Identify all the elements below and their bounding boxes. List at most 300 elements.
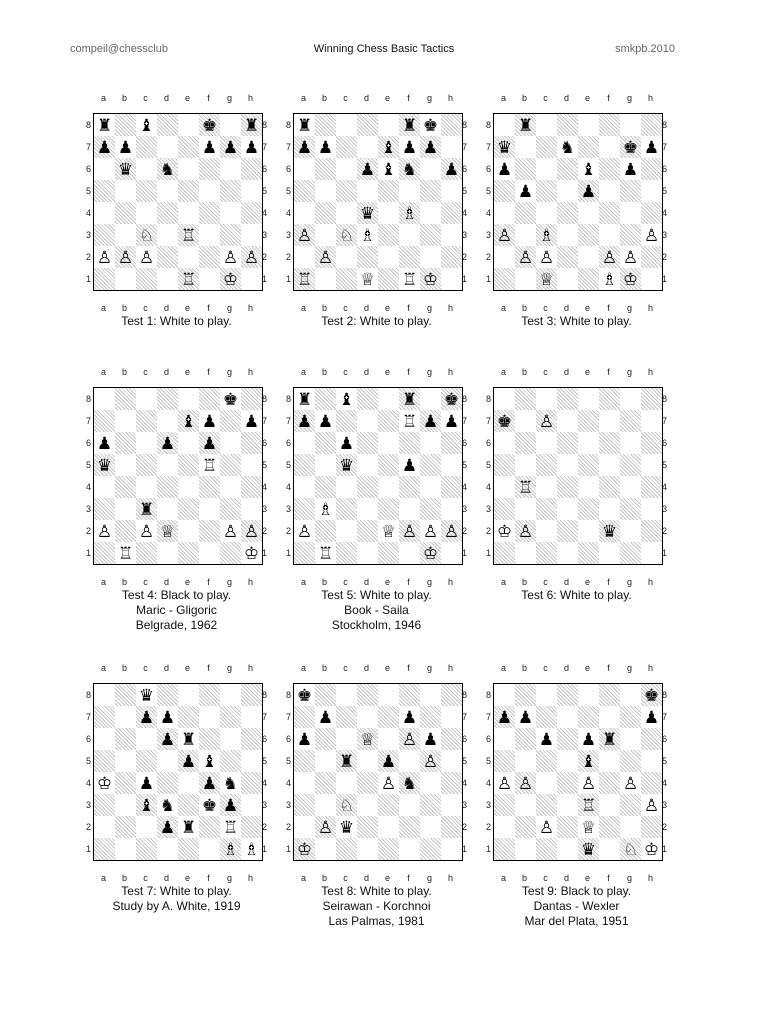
square-g7	[620, 136, 641, 158]
file-label: c	[543, 93, 548, 103]
square-f3	[599, 498, 620, 520]
square-d7	[357, 410, 378, 432]
square-a3	[94, 224, 115, 246]
square-a2	[294, 816, 315, 838]
square-f6	[199, 432, 220, 454]
square-c5	[536, 750, 557, 772]
chess-diagram-6	[484, 367, 669, 589]
white-rook-icon: ♖	[222, 817, 239, 837]
file-labels-bot	[484, 577, 669, 587]
square-h3	[441, 794, 462, 816]
square-b1	[515, 542, 536, 564]
black-queen-icon: ♛	[117, 159, 134, 179]
square-g2	[420, 246, 441, 268]
square-b5	[115, 750, 136, 772]
rank-label: 7	[285, 416, 291, 426]
square-b4	[515, 202, 536, 224]
rank-label: 8	[485, 690, 491, 700]
square-e2	[578, 816, 599, 838]
square-e2	[578, 520, 599, 542]
square-h5	[441, 180, 462, 202]
black-rook-icon: ♜	[401, 115, 418, 135]
square-a5	[94, 454, 115, 476]
square-e4	[378, 476, 399, 498]
black-pawn-icon: ♟	[622, 159, 639, 179]
file-label: g	[626, 93, 632, 103]
rank-label: 3	[261, 230, 267, 240]
square-d6	[157, 728, 178, 750]
rank-label: 5	[85, 756, 91, 766]
square-f8	[599, 388, 620, 410]
square-a6	[494, 728, 515, 750]
square-h4	[641, 476, 662, 498]
rank-label: 4	[261, 482, 267, 492]
square-a1	[94, 542, 115, 564]
square-e5	[578, 454, 599, 476]
rank-label: 6	[461, 164, 467, 174]
white-rook-icon: ♖	[180, 269, 197, 289]
file-label: g	[626, 663, 632, 673]
square-d2	[557, 816, 578, 838]
white-queen-icon: ♕	[580, 817, 597, 837]
square-f8	[199, 684, 220, 706]
square-d3	[157, 498, 178, 520]
black-pawn-icon: ♟	[538, 729, 555, 749]
square-b4	[315, 476, 336, 498]
rank-label: 5	[661, 460, 667, 470]
square-e8	[578, 114, 599, 136]
square-b2	[515, 246, 536, 268]
square-h2	[641, 816, 662, 838]
rank-label: 1	[461, 844, 467, 854]
square-g3	[220, 794, 241, 816]
square-e4	[578, 772, 599, 794]
diagram-caption-7	[74, 884, 279, 914]
square-h4	[441, 476, 462, 498]
square-d4	[157, 476, 178, 498]
black-pawn-icon: ♟	[222, 137, 239, 157]
square-g5	[420, 750, 441, 772]
square-g1	[220, 268, 241, 290]
file-labels-top	[484, 663, 669, 673]
rank-label: 5	[461, 186, 467, 196]
square-c4	[336, 772, 357, 794]
rank-label: 2	[661, 822, 667, 832]
square-h6	[441, 158, 462, 180]
file-label: c	[343, 873, 348, 883]
square-g3	[420, 794, 441, 816]
square-c2	[536, 816, 557, 838]
square-f2	[599, 520, 620, 542]
black-queen-icon: ♛	[580, 839, 597, 859]
square-g8	[420, 114, 441, 136]
square-a6	[294, 158, 315, 180]
chess-diagram-4	[84, 367, 269, 589]
file-label: g	[626, 303, 632, 313]
square-c5	[136, 180, 157, 202]
rank-label: 5	[661, 756, 667, 766]
caption-line: Dantas - Wexler	[533, 899, 620, 913]
square-h7	[441, 706, 462, 728]
square-h6	[241, 728, 262, 750]
square-a2	[94, 246, 115, 268]
white-pawn-icon: ♙	[580, 773, 597, 793]
square-f7	[599, 136, 620, 158]
square-c6	[536, 432, 557, 454]
white-pawn-icon: ♙	[380, 773, 397, 793]
square-f2	[199, 520, 220, 542]
square-h7	[441, 410, 462, 432]
rank-labels-left	[84, 684, 93, 860]
rank-label: 2	[261, 526, 267, 536]
black-pawn-icon: ♟	[96, 433, 113, 453]
black-pawn-icon: ♟	[317, 137, 334, 157]
square-h3	[241, 498, 262, 520]
white-pawn-icon: ♙	[643, 795, 660, 815]
square-g5	[220, 180, 241, 202]
square-b5	[315, 750, 336, 772]
square-b4	[315, 202, 336, 224]
black-bishop-icon: ♝	[180, 411, 197, 431]
square-b4	[315, 772, 336, 794]
square-h7	[241, 136, 262, 158]
file-label: f	[207, 577, 210, 587]
rank-label: 6	[661, 734, 667, 744]
square-b3	[115, 794, 136, 816]
square-c1	[136, 542, 157, 564]
square-g5	[620, 454, 641, 476]
rank-label: 5	[661, 186, 667, 196]
rank-labels-left	[284, 388, 293, 564]
file-label: b	[321, 367, 327, 377]
square-g6	[620, 432, 641, 454]
square-d1	[557, 838, 578, 860]
rank-label: 8	[285, 690, 291, 700]
square-d2	[357, 520, 378, 542]
chess-board	[93, 683, 263, 861]
square-e7	[178, 410, 199, 432]
black-pawn-icon: ♟	[496, 707, 513, 727]
white-pawn-icon: ♙	[538, 411, 555, 431]
black-pawn-icon: ♟	[443, 411, 460, 431]
file-label: f	[607, 663, 610, 673]
file-label: f	[607, 873, 610, 883]
file-label: d	[363, 303, 369, 313]
square-a1	[294, 542, 315, 564]
square-g4	[220, 772, 241, 794]
square-c6	[136, 158, 157, 180]
square-h2	[441, 816, 462, 838]
square-d1	[157, 838, 178, 860]
rank-labels-left	[484, 684, 493, 860]
rank-label: 4	[485, 778, 491, 788]
square-e5	[578, 750, 599, 772]
square-h2	[241, 246, 262, 268]
square-e7	[578, 410, 599, 432]
black-pawn-icon: ♟	[643, 707, 660, 727]
square-h3	[241, 794, 262, 816]
square-a1	[494, 838, 515, 860]
square-a7	[94, 410, 115, 432]
rank-label: 3	[261, 504, 267, 514]
square-b7	[115, 136, 136, 158]
square-h2	[441, 520, 462, 542]
square-b3	[115, 498, 136, 520]
black-knight-icon: ♞	[222, 773, 239, 793]
square-b2	[315, 520, 336, 542]
square-h3	[441, 498, 462, 520]
rank-label: 1	[485, 548, 491, 558]
rank-label: 7	[661, 142, 667, 152]
rank-labels-left	[284, 114, 293, 290]
file-label: b	[321, 577, 327, 587]
square-c8	[136, 114, 157, 136]
file-label: f	[607, 93, 610, 103]
file-label: a	[300, 577, 306, 587]
square-g6	[220, 158, 241, 180]
rank-labels-left	[84, 388, 93, 564]
chess-diagram-1	[84, 93, 269, 315]
square-g4	[220, 476, 241, 498]
file-label: a	[500, 873, 506, 883]
file-label: c	[143, 663, 148, 673]
square-e2	[378, 520, 399, 542]
file-label: c	[143, 303, 148, 313]
square-e6	[378, 158, 399, 180]
caption-line: Test 2: White to play.	[321, 314, 432, 328]
caption-line: Test 6: White to play.	[521, 588, 632, 602]
square-c8	[536, 684, 557, 706]
black-knight-icon: ♞	[559, 137, 576, 157]
square-h6	[441, 432, 462, 454]
black-rook-icon: ♜	[243, 115, 260, 135]
rank-label: 3	[285, 230, 291, 240]
square-c8	[536, 114, 557, 136]
square-e4	[178, 202, 199, 224]
file-label: g	[226, 663, 232, 673]
square-f8	[199, 388, 220, 410]
square-b1	[115, 542, 136, 564]
rank-label: 7	[461, 142, 467, 152]
black-pawn-icon: ♟	[180, 751, 197, 771]
square-b7	[315, 136, 336, 158]
square-d3	[357, 794, 378, 816]
square-f6	[199, 728, 220, 750]
black-pawn-icon: ♟	[496, 159, 513, 179]
square-f2	[199, 816, 220, 838]
black-pawn-icon: ♟	[517, 181, 534, 201]
file-label: e	[184, 577, 190, 587]
file-label: a	[300, 367, 306, 377]
file-label: d	[363, 873, 369, 883]
rank-label: 7	[261, 142, 267, 152]
file-label: b	[121, 873, 127, 883]
white-pawn-icon: ♙	[401, 521, 418, 541]
square-h4	[241, 476, 262, 498]
square-d2	[557, 246, 578, 268]
square-d2	[157, 246, 178, 268]
rank-label: 1	[661, 548, 667, 558]
rank-label: 2	[485, 822, 491, 832]
square-d6	[557, 728, 578, 750]
square-h2	[441, 246, 462, 268]
rank-label: 7	[485, 142, 491, 152]
white-rook-icon: ♖	[201, 455, 218, 475]
square-g8	[220, 388, 241, 410]
square-c7	[336, 410, 357, 432]
square-a7	[494, 410, 515, 432]
file-label: g	[426, 663, 432, 673]
square-f3	[399, 794, 420, 816]
square-a7	[494, 706, 515, 728]
square-h7	[241, 410, 262, 432]
square-d3	[557, 498, 578, 520]
diagram-caption-3	[474, 314, 679, 329]
white-pawn-icon: ♙	[117, 247, 134, 267]
square-g1	[420, 542, 441, 564]
rank-label: 6	[461, 438, 467, 448]
square-a1	[494, 542, 515, 564]
square-b7	[315, 706, 336, 728]
square-b6	[315, 728, 336, 750]
square-d7	[557, 410, 578, 432]
square-b5	[515, 750, 536, 772]
rank-label: 1	[461, 548, 467, 558]
square-b4	[115, 476, 136, 498]
square-d3	[157, 794, 178, 816]
square-f2	[599, 246, 620, 268]
file-label: b	[521, 93, 527, 103]
black-pawn-icon: ♟	[159, 433, 176, 453]
caption-line: Test 4: Black to play.	[121, 588, 232, 602]
square-b7	[115, 706, 136, 728]
black-knight-icon: ♞	[401, 773, 418, 793]
white-queen-icon: ♕	[359, 269, 376, 289]
black-pawn-icon: ♟	[580, 181, 597, 201]
black-queen-icon: ♛	[138, 685, 155, 705]
square-b8	[315, 684, 336, 706]
square-e1	[578, 838, 599, 860]
square-a3	[94, 794, 115, 816]
square-f2	[399, 816, 420, 838]
file-label: e	[184, 873, 190, 883]
white-king-icon: ♔	[496, 521, 513, 541]
file-labels-top	[484, 367, 669, 377]
rank-label: 8	[85, 120, 91, 130]
rank-label: 6	[85, 438, 91, 448]
file-labels-top	[284, 663, 469, 673]
square-f6	[399, 158, 420, 180]
black-pawn-icon: ♟	[159, 707, 176, 727]
white-knight-icon: ♘	[622, 839, 639, 859]
white-bishop-icon: ♗	[538, 225, 555, 245]
square-d5	[357, 180, 378, 202]
square-a7	[94, 706, 115, 728]
square-h1	[241, 838, 262, 860]
square-g4	[620, 772, 641, 794]
square-h8	[241, 388, 262, 410]
square-c1	[136, 268, 157, 290]
square-c2	[536, 246, 557, 268]
square-c6	[336, 432, 357, 454]
file-label: b	[121, 663, 127, 673]
rank-labels-left	[484, 388, 493, 564]
rank-label: 3	[261, 800, 267, 810]
black-pawn-icon: ♟	[243, 137, 260, 157]
square-a8	[294, 114, 315, 136]
square-c1	[336, 542, 357, 564]
white-queen-icon: ♕	[159, 521, 176, 541]
file-labels-bot	[284, 577, 469, 587]
square-f7	[599, 410, 620, 432]
rank-label: 1	[261, 844, 267, 854]
square-c6	[136, 432, 157, 454]
square-a2	[94, 816, 115, 838]
rank-label: 7	[485, 712, 491, 722]
square-a8	[494, 388, 515, 410]
rank-label: 4	[261, 208, 267, 218]
rank-label: 6	[285, 164, 291, 174]
chess-diagram-9	[484, 663, 669, 885]
file-labels-top	[84, 93, 269, 103]
square-b3	[515, 794, 536, 816]
square-e4	[178, 772, 199, 794]
square-f1	[599, 542, 620, 564]
caption-line: Test 1: White to play.	[121, 314, 232, 328]
square-d4	[357, 772, 378, 794]
file-label: a	[100, 303, 106, 313]
chess-board	[293, 113, 463, 291]
square-h8	[241, 684, 262, 706]
square-f8	[399, 388, 420, 410]
black-pawn-icon: ♟	[580, 729, 597, 749]
square-a8	[294, 684, 315, 706]
rank-label: 3	[661, 504, 667, 514]
black-king-icon: ♚	[296, 685, 313, 705]
chess-board	[93, 387, 263, 565]
file-label: h	[447, 873, 453, 883]
square-a8	[494, 114, 515, 136]
square-g2	[420, 520, 441, 542]
square-f4	[599, 772, 620, 794]
black-knight-icon: ♞	[401, 159, 418, 179]
square-g7	[220, 410, 241, 432]
file-label: d	[363, 367, 369, 377]
square-d5	[357, 750, 378, 772]
white-pawn-icon: ♙	[401, 729, 418, 749]
rank-label: 3	[85, 504, 91, 514]
square-a4	[294, 476, 315, 498]
white-queen-icon: ♕	[380, 521, 397, 541]
square-c7	[136, 410, 157, 432]
square-h4	[641, 772, 662, 794]
rank-label: 2	[285, 526, 291, 536]
square-d8	[357, 114, 378, 136]
file-label: g	[626, 367, 632, 377]
file-label: e	[584, 663, 590, 673]
square-b2	[115, 816, 136, 838]
black-queen-icon: ♛	[359, 203, 376, 223]
black-pawn-icon: ♟	[201, 433, 218, 453]
square-e1	[578, 268, 599, 290]
square-b1	[315, 542, 336, 564]
square-g2	[620, 246, 641, 268]
square-e4	[378, 202, 399, 224]
square-e6	[178, 728, 199, 750]
file-label: b	[521, 367, 527, 377]
square-h5	[241, 454, 262, 476]
square-h1	[441, 268, 462, 290]
